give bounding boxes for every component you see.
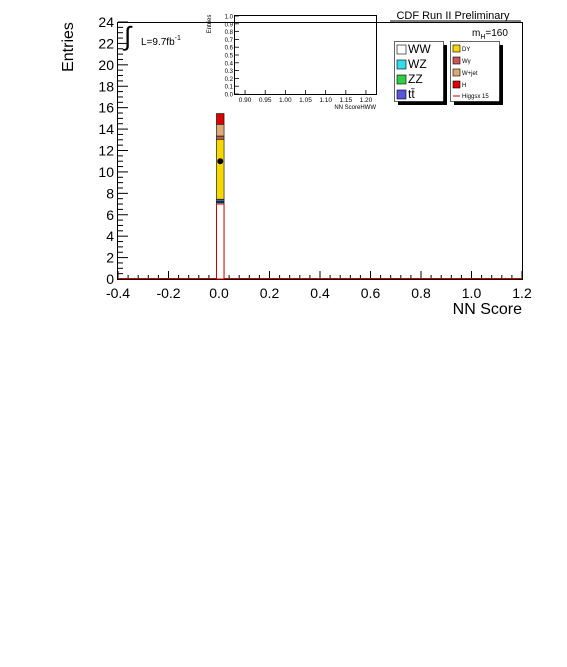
svg-text:L=9.7fb-1 bbox=[141, 35, 181, 48]
legend-swatch bbox=[453, 81, 460, 88]
y-tick-label: 18 bbox=[98, 78, 114, 95]
inset-x-tick-label: 1.20 bbox=[359, 97, 373, 104]
y-tick-label: 8 bbox=[106, 185, 114, 202]
y-axis bbox=[98, 14, 128, 287]
inset-y-tick-label: 1.0 bbox=[224, 14, 233, 21]
mass-label: $m_H=160$ bbox=[472, 28, 508, 41]
integral-sign-icon: ∫ bbox=[124, 21, 132, 51]
stacked-bars bbox=[216, 114, 224, 279]
legend-swatch bbox=[397, 75, 406, 84]
chart-title-group bbox=[390, 10, 521, 22]
inset-x-tick-label: 1.15 bbox=[339, 97, 353, 104]
chart-title: CDF Run II Preliminary bbox=[396, 10, 510, 22]
inset-y-label: Entries bbox=[207, 14, 213, 34]
inset-y-tick-label: 0.0 bbox=[224, 92, 233, 99]
legend-swatch bbox=[453, 45, 460, 52]
luminosity-unit-exponent: -1 bbox=[174, 35, 181, 42]
data-point bbox=[217, 158, 223, 164]
inset-y-tick-label: 0.6 bbox=[224, 45, 233, 52]
stack-segment-h bbox=[216, 114, 224, 125]
y-tick-label: 24 bbox=[98, 14, 114, 30]
legend-swatch bbox=[397, 90, 406, 99]
y-tick-label: 22 bbox=[98, 35, 114, 52]
legend-swatch bbox=[453, 57, 460, 64]
inset-y-tick-label: 0.3 bbox=[224, 69, 233, 76]
inset-y-tick-label: 0.5 bbox=[224, 53, 233, 60]
x-tick-label: 0.8 bbox=[411, 285, 431, 301]
legend-entry-w- bbox=[453, 57, 471, 65]
inset-y-tick-label: 0.8 bbox=[224, 30, 233, 37]
x-tick-label: 0.6 bbox=[360, 285, 381, 301]
x-tick-label: -0.4 bbox=[105, 285, 131, 301]
x-tick-label: 0.2 bbox=[259, 285, 280, 301]
legend-swatch bbox=[397, 45, 406, 54]
legend-label: WW bbox=[408, 42, 431, 56]
legend-label: Higgsx 15 bbox=[462, 94, 489, 100]
legend-label: Wγ bbox=[462, 59, 471, 65]
inset-y-axis bbox=[225, 15, 239, 99]
inset-y-tick-label: 0.7 bbox=[224, 37, 233, 44]
legend-label: W+jet bbox=[462, 71, 478, 77]
data-points bbox=[217, 158, 223, 164]
y-tick-label: 4 bbox=[106, 228, 114, 245]
inset-x-tick-label: 1.10 bbox=[319, 97, 332, 104]
y-tick-label: 20 bbox=[98, 56, 114, 73]
x-tick-label: 0.0 bbox=[209, 285, 229, 301]
x-tick-label: -0.2 bbox=[156, 285, 181, 301]
stack-segment-w- bbox=[216, 136, 224, 139]
inset-frame bbox=[235, 16, 377, 95]
legend-label: ZZ bbox=[408, 72, 423, 86]
y-tick-label: 2 bbox=[106, 249, 114, 266]
y-tick-label: 0 bbox=[106, 271, 114, 287]
x-tick-label: 1.0 bbox=[461, 285, 482, 301]
inset-x-label: NN ScoreHWW bbox=[334, 105, 376, 111]
inset-x-tick-label: 0.95 bbox=[258, 97, 272, 104]
luminosity-label bbox=[118, 21, 193, 51]
inset-x-tick-label: 1.00 bbox=[279, 97, 292, 104]
y-tick-label: 12 bbox=[98, 142, 114, 159]
legend-right bbox=[451, 42, 504, 106]
inset-x-axis bbox=[239, 90, 373, 104]
legend-entry-h bbox=[453, 81, 466, 89]
inset-plot bbox=[207, 15, 377, 112]
x-axis-label: NN Score bbox=[452, 301, 522, 318]
inset-x-tick-label: 1.05 bbox=[299, 97, 312, 104]
legend-swatch bbox=[453, 69, 460, 76]
inset-y-tick-label: 0.4 bbox=[224, 61, 233, 68]
legend-left bbox=[395, 42, 448, 106]
y-tick-label: 16 bbox=[98, 99, 114, 116]
inset-x-tick-label: 0.90 bbox=[238, 97, 252, 104]
y-axis-label: Entries bbox=[60, 22, 77, 72]
inset-y-tick-label: 0.2 bbox=[224, 76, 233, 83]
x-tick-label: 1.2 bbox=[512, 285, 532, 301]
stack-segment-ww bbox=[216, 204, 224, 279]
inset-y-tick-label: 0.1 bbox=[224, 84, 233, 91]
y-tick-label: 6 bbox=[106, 206, 114, 223]
x-tick-label: 0.4 bbox=[310, 285, 330, 301]
inset-y-tick-label: 0.9 bbox=[224, 22, 233, 29]
y-tick-label: 14 bbox=[98, 121, 114, 138]
stack-segment-w-jet bbox=[216, 124, 224, 136]
legend-label: DY bbox=[462, 47, 471, 53]
legend-entry-dy bbox=[453, 45, 470, 53]
luminosity-value: L=9.7fb bbox=[141, 37, 175, 48]
legend-label: tt̄ bbox=[408, 87, 415, 101]
legend-label: WZ bbox=[408, 57, 427, 71]
legend-entry-w-jet bbox=[453, 69, 478, 77]
y-tick-label: 10 bbox=[98, 163, 114, 180]
legend-swatch bbox=[397, 60, 406, 69]
legend-label: H bbox=[462, 83, 467, 89]
x-axis bbox=[106, 271, 532, 301]
stack-segment-tt- bbox=[216, 199, 224, 201]
stack-segment-dy bbox=[216, 139, 224, 199]
